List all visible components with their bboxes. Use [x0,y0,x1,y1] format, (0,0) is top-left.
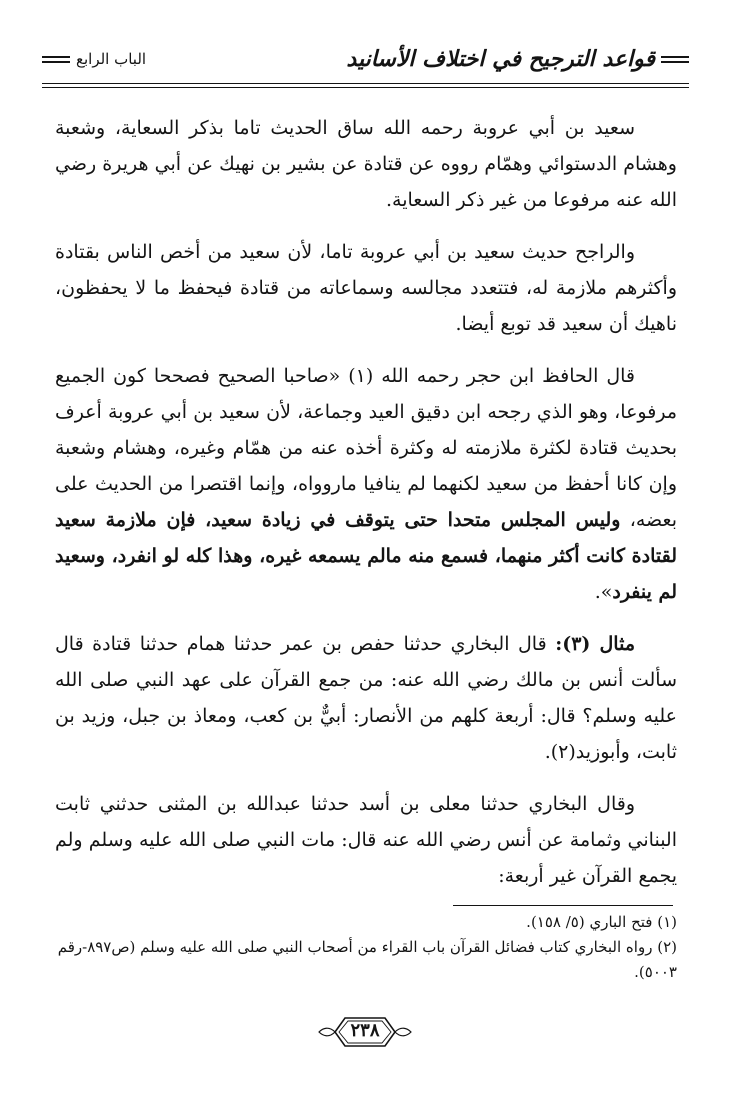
page-number: ٢٣٨ [350,1020,380,1041]
footnote: (١) فتح الباري (٥/ ١٥٨). [526,913,677,931]
chapter-label [42,50,146,68]
text-segment: سعيد بن أبي عروبة رحمه الله ساق الحديث تاما بذكر السعاية، وشعبة وهشام الدستوائي وهمّام رووه عن قتادة عن بشير بن نهيك عن أبي هريرة رضي الله عنه مرفوعا من غير ذكر السعاية. [55,117,677,211]
text-segment: قال الحافظ ابن حجر رحمه الله (١) «صاحبا الصحيح فصححا كون الجميع مرفوعا، وهو الذي رجحه ابن دقيق العيد وجماعة، لأن سعيد بن أبي عروبة أعرف بحديث قتادة لكثرة ملازمته له وكثرة أخذه عنه من همّام وغيره، وهشام وشعبة وإن كانا أحفظ من سعيد لكنهما لم ينافيا ماروواه، وإنما اقتصرا من الحديث على بعضه، [55,365,677,531]
paragraph [55,110,677,218]
paragraph [55,626,677,770]
bold-text-segment: وليس المجلس متحدا حتى يتوقف في زيادة سعيد، فإن ملازمة سعيد لقتادة كانت أكثر منهما، فسمع منه مالم يسمعه غيره، وهذا كله لو انفرد، وسعيد لم ينفرد [55,509,677,603]
header-rule-thin [42,87,689,88]
footnote-separator [453,905,673,906]
footnotes [55,910,677,985]
main-text [55,110,677,910]
paragraph [55,358,677,610]
text-segment: والراجح حديث سعيد بن أبي عروبة تاما، لأن سعيد من أخص الناس بقتادة وأكثرهم ملازمة له، فتتعدد مجالسه وسماعاته من قتادة فيحفظ ما لا يحفظون، ناهيك أن سعيد قد توبع أيضا. [55,241,677,335]
header-rule [42,83,689,84]
book-title-text: قواعد الترجيح في اختلاف الأسانيد [346,46,655,72]
footnote: (٢) رواه البخاري كتاب فضائل القرآن باب القراء من أصحاب النبي صلى الله عليه وسلم (ص٨٩٧-رقم ٥٠٠٣). [57,938,677,981]
chapter-ornament-dash [42,56,70,63]
text-segment: قال البخاري حدثنا حفص بن عمر حدثنا همام حدثنا قتادة قال سألت أنس بن مالك رضي الله عنه: من جمع القرآن على عهد النبي صلى الله عليه وسلم؟ قال: أربعة كلهم من الأنصار: أبيٌّ بن كعب، ومعاذ بن جبل، وزيد بن ثابت، وأبوزيد(٢). [55,633,677,763]
paragraph [55,234,677,342]
text-segment: ». [594,581,613,603]
bold-text-segment: مثال (٣): [555,633,635,655]
text-segment: وقال البخاري حدثنا معلى بن أسد حدثنا عبدالله بن المثنى حدثني ثابت البناني وثمامة عن أنس رضي الله عنه قال: مات النبي صلى الله عليه وسلم ولم يجمع القرآن غير أربعة: [55,793,677,887]
page-number-frame [315,1012,415,1052]
book-title [346,46,689,72]
paragraph [55,786,677,894]
title-ornament-dash [661,56,689,63]
running-header [42,44,689,90]
chapter-label-text: الباب الرابع [76,50,147,68]
